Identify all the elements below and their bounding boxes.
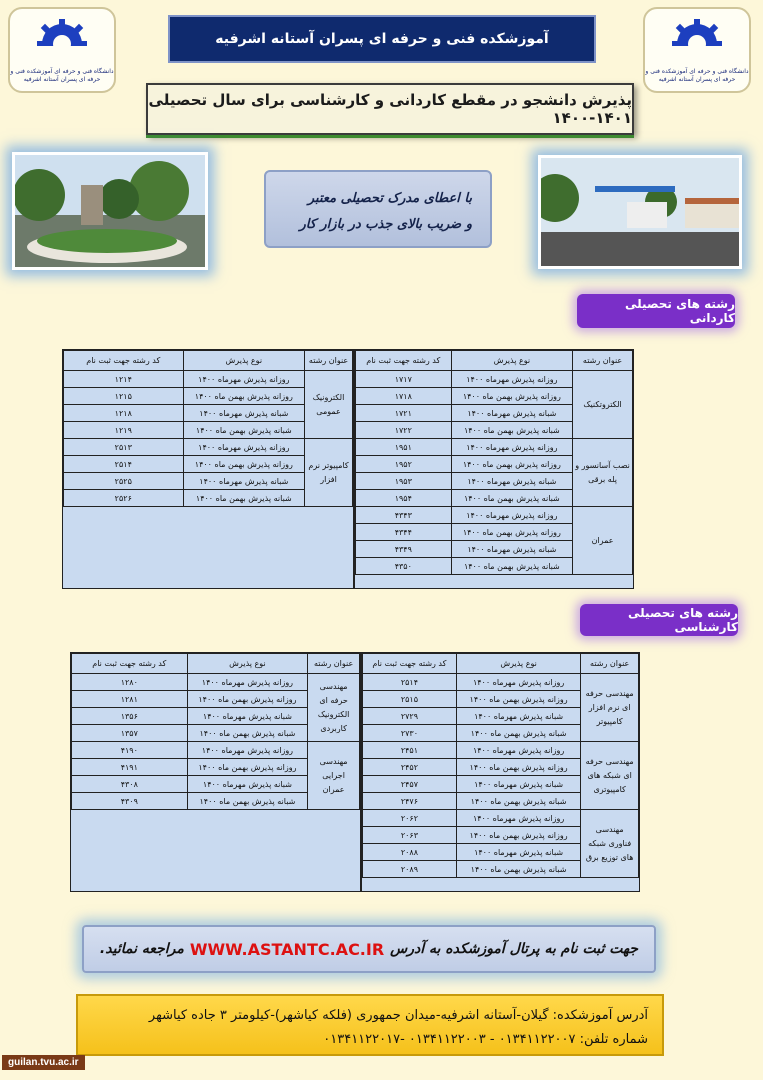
- header-type: نوع پذیرش: [456, 654, 580, 674]
- field-code-cell: ۲۷۲۹: [363, 708, 457, 725]
- field-name-cell: عمران: [573, 507, 633, 575]
- admission-type-cell: روزانه پذیرش بهمن ماه ۱۴۰۰: [451, 456, 572, 473]
- field-code-cell: ۱۲۱۸: [64, 405, 184, 422]
- field-code-cell: ۱۷۱۷: [356, 371, 452, 388]
- admission-type-cell: روزانه پذیرش بهمن ماه ۱۴۰۰: [183, 456, 305, 473]
- campus-photo-right: [538, 155, 742, 269]
- admission-type-cell: شبانه پذیرش بهمن ماه ۱۴۰۰: [187, 725, 308, 742]
- field-code-cell: ۲۴۵۷: [363, 776, 457, 793]
- admission-type-cell: روزانه پذیرش مهرماه ۱۴۰۰: [451, 371, 572, 388]
- admission-type-cell: شبانه پذیرش مهرماه ۱۴۰۰: [456, 776, 580, 793]
- field-code-cell: ۱۷۲۱: [356, 405, 452, 422]
- field-code-cell: ۲۴۵۱: [363, 742, 457, 759]
- field-code-cell: ۴۳۵۰: [356, 558, 452, 575]
- table-row: [72, 674, 360, 691]
- admission-type-cell: شبانه پذیرش بهمن ماه ۱۴۰۰: [456, 793, 580, 810]
- field-code-cell: ۲۵۲۵: [64, 473, 184, 490]
- table-row: [64, 439, 353, 456]
- page-subtitle: پذیرش دانشجو در مقطع کاردانی و کارشناسی برای سال تحصیلی ۱۴۰۱-۱۴۰۰: [146, 83, 634, 135]
- field-code-cell: ۱۲۱۴: [64, 371, 184, 388]
- registration-banner: [82, 925, 656, 973]
- field-code-cell: ۱۲۱۵: [64, 388, 184, 405]
- field-code-cell: ۲۵۲۶: [64, 490, 184, 507]
- field-code-cell: ۴۳۴۴: [356, 524, 452, 541]
- field-name-cell: مهندسی اجرایی عمران: [308, 742, 360, 810]
- admission-type-cell: شبانه پذیرش مهرماه ۱۴۰۰: [187, 708, 308, 725]
- header-field: عنوان رشته: [573, 351, 633, 371]
- field-name-cell: الکترونیک عمومی: [305, 371, 353, 439]
- admission-type-cell: شبانه پذیرش بهمن ماه ۱۴۰۰: [187, 793, 308, 810]
- field-code-cell: ۲۰۸۸: [363, 844, 457, 861]
- field-name-cell: کامپیوتر نرم افزار: [305, 439, 353, 507]
- field-code-cell: ۱۷۲۲: [356, 422, 452, 439]
- slogan-line-1: با اعطای مدرک تحصیلی معتبر: [307, 191, 472, 206]
- field-code-cell: ۴۳۰۹: [72, 793, 188, 810]
- field-code-cell: ۲۰۶۳: [363, 827, 457, 844]
- field-code-cell: ۱۹۵۳: [356, 473, 452, 490]
- page-title: آموزشکده فنی و حرفه ای پسران آستانه اشرفیه: [168, 15, 596, 63]
- logo-right: [643, 7, 751, 93]
- admission-type-cell: روزانه پذیرش بهمن ماه ۱۴۰۰: [451, 388, 572, 405]
- admission-type-cell: شبانه پذیرش بهمن ماه ۱۴۰۰: [451, 558, 572, 575]
- admission-type-cell: روزانه پذیرش مهرماه ۱۴۰۰: [451, 507, 572, 524]
- field-code-cell: ۴۳۰۸: [72, 776, 188, 793]
- admission-type-cell: شبانه پذیرش مهرماه ۱۴۰۰: [451, 473, 572, 490]
- table-row: [356, 507, 633, 524]
- field-code-cell: ۴۳۴۹: [356, 541, 452, 558]
- admission-type-cell: روزانه پذیرش بهمن ماه ۱۴۰۰: [187, 691, 308, 708]
- field-code-cell: ۲۵۱۴: [64, 456, 184, 473]
- field-code-cell: ۲۵۱۴: [363, 674, 457, 691]
- admission-type-cell: شبانه پذیرش بهمن ماه ۱۴۰۰: [183, 490, 305, 507]
- field-code-cell: ۱۲۸۱: [72, 691, 188, 708]
- admission-type-cell: شبانه پذیرش مهرماه ۱۴۰۰: [451, 405, 572, 422]
- slogan-box: [264, 170, 492, 248]
- admission-type-cell: روزانه پذیرش بهمن ماه ۱۴۰۰: [456, 827, 580, 844]
- header-type: نوع پذیرش: [183, 351, 305, 371]
- header-type: نوع پذیرش: [187, 654, 308, 674]
- field-name-cell: الکتروتکنیک: [573, 371, 633, 439]
- admission-type-cell: روزانه پذیرش مهرماه ۱۴۰۰: [456, 674, 580, 691]
- admission-type-cell: روزانه پذیرش مهرماه ۱۴۰۰: [183, 371, 305, 388]
- field-code-cell: ۲۵۱۵: [363, 691, 457, 708]
- header-field: عنوان رشته: [305, 351, 353, 371]
- address-box: [76, 994, 664, 1056]
- campus-photo-left: [12, 152, 208, 270]
- table-row: [363, 742, 639, 759]
- kardani-left-table: [63, 350, 353, 507]
- field-code-cell: ۱۷۱۸: [356, 388, 452, 405]
- table-row: [363, 810, 639, 827]
- admission-type-cell: شبانه پذیرش مهرماه ۱۴۰۰: [187, 776, 308, 793]
- field-code-cell: ۲۰۸۹: [363, 861, 457, 878]
- gear-logo-icon: [30, 16, 94, 68]
- field-code-cell: ۱۳۵۷: [72, 725, 188, 742]
- admission-type-cell: شبانه پذیرش بهمن ماه ۱۴۰۰: [451, 422, 572, 439]
- admission-type-cell: شبانه پذیرش بهمن ماه ۱۴۰۰: [451, 490, 572, 507]
- field-code-cell: ۲۵۱۳: [64, 439, 184, 456]
- admission-type-cell: روزانه پذیرش مهرماه ۱۴۰۰: [183, 439, 305, 456]
- admission-type-cell: شبانه پذیرش مهرماه ۱۴۰۰: [451, 541, 572, 558]
- kardani-table-right: [354, 349, 634, 589]
- table-row: [363, 674, 639, 691]
- table-header-row: [363, 654, 639, 674]
- kardani-right-table: [355, 350, 633, 575]
- field-code-cell: ۱۲۸۰: [72, 674, 188, 691]
- admission-type-cell: روزانه پذیرش مهرماه ۱۴۰۰: [451, 439, 572, 456]
- header-code: کد رشته جهت ثبت نام: [72, 654, 188, 674]
- field-code-cell: ۲۴۵۲: [363, 759, 457, 776]
- table-header-row: [64, 351, 353, 371]
- header-code: کد رشته جهت ثبت نام: [356, 351, 452, 371]
- admission-type-cell: شبانه پذیرش مهرماه ۱۴۰۰: [456, 844, 580, 861]
- header-field: عنوان رشته: [581, 654, 639, 674]
- field-code-cell: ۱۹۵۴: [356, 490, 452, 507]
- address-line: آدرس آموزشکده: گیلان-آستانه اشرفیه-میدان جمهوری (فلکه کیاشهر)-کیلومتر ۳ جاده کیاشهر: [148, 1008, 648, 1023]
- admission-type-cell: روزانه پذیرش بهمن ماه ۱۴۰۰: [187, 759, 308, 776]
- logo-caption: دانشگاه فنی و حرفه ای آموزشکده فنی و حرفه ای پسران آستانه اشرفیه: [645, 68, 749, 83]
- field-code-cell: ۱۲۱۹: [64, 422, 184, 439]
- field-name-cell: مهندسی حرفه ای الکترونیک کاربردی: [308, 674, 360, 742]
- table-header-row: [356, 351, 633, 371]
- karshenasi-right-table: [362, 653, 639, 878]
- admission-type-cell: روزانه پذیرش بهمن ماه ۱۴۰۰: [456, 759, 580, 776]
- registration-text-before: جهت ثبت نام به پرتال آموزشکده به آدرس: [390, 941, 639, 957]
- field-code-cell: ۱۳۵۶: [72, 708, 188, 725]
- admission-type-cell: شبانه پذیرش مهرماه ۱۴۰۰: [456, 708, 580, 725]
- portal-link[interactable]: WWW.ASTANTC.AC.IR: [189, 939, 385, 959]
- field-code-cell: ۲۷۳۰: [363, 725, 457, 742]
- admission-type-cell: روزانه پذیرش بهمن ماه ۱۴۰۰: [451, 524, 572, 541]
- logo-caption: دانشگاه فنی و حرفه ای آموزشکده فنی و حرفه ای پسران آستانه اشرفیه: [10, 68, 114, 83]
- section-kardani-tag: رشته های تحصیلی کاردانی: [577, 294, 735, 328]
- header-field: عنوان رشته: [308, 654, 360, 674]
- field-code-cell: ۴۱۹۱: [72, 759, 188, 776]
- field-name-cell: مهندسی فناوری شبکه های توزیع برق: [581, 810, 639, 878]
- field-code-cell: ۱۹۵۲: [356, 456, 452, 473]
- header-type: نوع پذیرش: [451, 351, 572, 371]
- admission-type-cell: روزانه پذیرش مهرماه ۱۴۰۰: [187, 674, 308, 691]
- slogan-line-2: و ضریب بالای جذب در بازار کار: [299, 217, 472, 232]
- table-row: [356, 439, 633, 456]
- gear-logo-icon: [665, 16, 729, 68]
- karshenasi-left-table: [71, 653, 360, 810]
- field-code-cell: ۲۴۷۶: [363, 793, 457, 810]
- footer-site-link[interactable]: guilan.tvu.ac.ir: [2, 1055, 85, 1070]
- admission-type-cell: روزانه پذیرش بهمن ماه ۱۴۰۰: [456, 691, 580, 708]
- table-row: [356, 371, 633, 388]
- field-code-cell: ۱۹۵۱: [356, 439, 452, 456]
- field-name-cell: مهندسی حرفه ای شبکه های کامپیوتری: [581, 742, 639, 810]
- admission-type-cell: شبانه پذیرش بهمن ماه ۱۴۰۰: [456, 861, 580, 878]
- admission-type-cell: شبانه پذیرش بهمن ماه ۱۴۰۰: [456, 725, 580, 742]
- field-code-cell: ۴۱۹۰: [72, 742, 188, 759]
- logo-left: [8, 7, 116, 93]
- kardani-table-left: [62, 349, 354, 589]
- admission-type-cell: شبانه پذیرش مهرماه ۱۴۰۰: [183, 405, 305, 422]
- header-code: کد رشته جهت ثبت نام: [363, 654, 457, 674]
- header-code: کد رشته جهت ثبت نام: [64, 351, 184, 371]
- field-name-cell: مهندسی حرفه ای نرم افزار کامپیوتر: [581, 674, 639, 742]
- karshenasi-table-left: [70, 652, 361, 892]
- admission-type-cell: روزانه پذیرش مهرماه ۱۴۰۰: [456, 810, 580, 827]
- admission-type-cell: روزانه پذیرش بهمن ماه ۱۴۰۰: [183, 388, 305, 405]
- phone-line: شماره تلفن: ۰۱۳۴۱۱۲۲۰۰۷ - ۰۱۳۴۱۱۲۲۰۰۳ -۰۱۳۴۱۱۲۲۰۱۷: [323, 1032, 648, 1047]
- field-name-cell: نصب آسانسور و پله برقی: [573, 439, 633, 507]
- registration-text-after: مراجعه نمائید.: [99, 941, 184, 957]
- table-row: [72, 742, 360, 759]
- field-code-cell: ۲۰۶۲: [363, 810, 457, 827]
- admission-type-cell: شبانه پذیرش بهمن ماه ۱۴۰۰: [183, 422, 305, 439]
- karshenasi-table-right: [361, 652, 640, 892]
- admission-type-cell: روزانه پذیرش مهرماه ۱۴۰۰: [187, 742, 308, 759]
- admission-type-cell: روزانه پذیرش مهرماه ۱۴۰۰: [456, 742, 580, 759]
- table-header-row: [72, 654, 360, 674]
- field-code-cell: ۴۳۴۳: [356, 507, 452, 524]
- admission-type-cell: شبانه پذیرش مهرماه ۱۴۰۰: [183, 473, 305, 490]
- table-row: [64, 371, 353, 388]
- section-karshenasi-tag: رشته های تحصیلی کارشناسی: [580, 604, 738, 636]
